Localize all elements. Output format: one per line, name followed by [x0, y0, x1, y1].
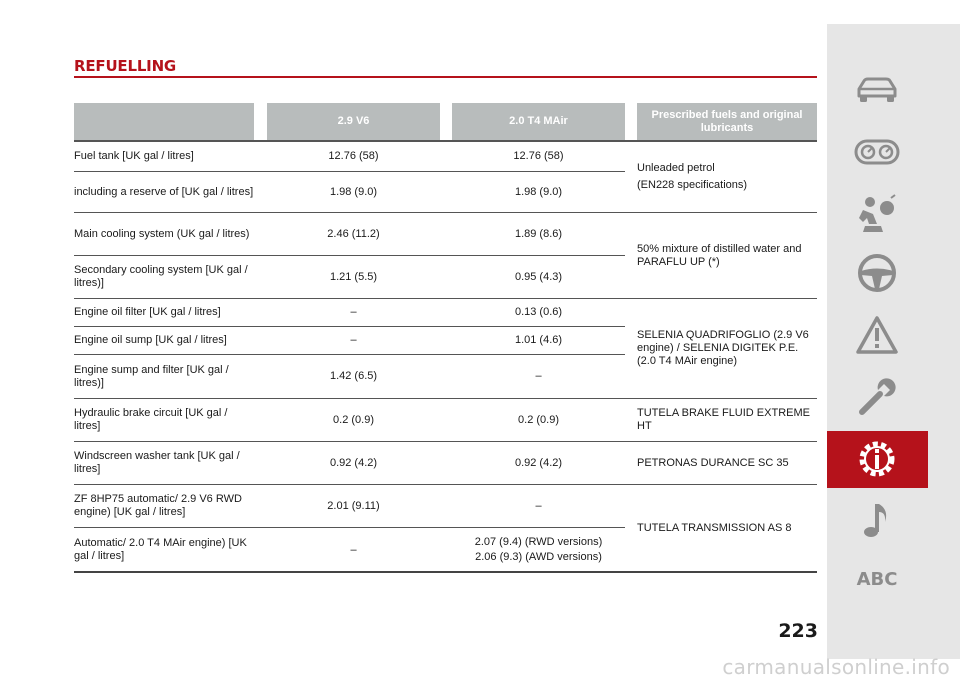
row-v6: 0.92 (4.2) — [329, 456, 378, 469]
header-t4: 2.0 T4 MAir — [452, 103, 625, 140]
row-item: Fuel tank [UK gal / litres] — [74, 150, 194, 162]
header-blank — [74, 103, 254, 140]
fluid-fuel-line1: Unleaded petrol — [637, 162, 715, 174]
row-t4: 1.89 (8.6) — [514, 227, 563, 240]
row-item: Windscreen washer tank [UK gal / litres] — [74, 450, 240, 475]
row-t4: 12.76 (58) — [513, 150, 564, 162]
title-rule — [74, 76, 817, 78]
row-item: Engine sump and filter [UK gal / litres)] — [74, 363, 229, 389]
fluid-washer: PETRONAS DURANCE SC 35 — [637, 456, 789, 469]
row-item: including a reserve of [UK gal / litres] — [74, 185, 254, 198]
row-t4: 0.2 (0.9) — [518, 413, 559, 426]
row-v6: 1.21 (5.5) — [329, 270, 378, 283]
row-v6: 2.46 (11.2) — [327, 227, 380, 240]
warning-triangle-icon[interactable] — [852, 315, 902, 355]
steering-wheel-icon[interactable] — [852, 253, 902, 293]
row-v6: – — [350, 334, 357, 346]
wrench-icon[interactable] — [852, 377, 902, 417]
row-t4: 0.92 (4.2) — [514, 456, 563, 469]
row-t4: – — [535, 370, 542, 382]
row-t4-line2: 2.06 (9.3) (AWD versions) — [475, 551, 602, 563]
fluid-fuel — [637, 142, 817, 212]
technical-data-icon[interactable] — [852, 439, 902, 479]
fluid-oil: SELENIA QUADRIFOGLIO (2.9 V6 engine) / SELENIA DIGITEK P.E. (2.0 T4 MAir engine) — [637, 329, 809, 367]
row-t4 — [452, 528, 625, 572]
header-fluids: Prescribed fuels and original lubricants — [637, 103, 817, 140]
row-item: ZF 8HP75 automatic/ 2.9 V6 RWD engine) [UK gal / litres] — [74, 493, 242, 518]
row-t4: 0.95 (4.3) — [514, 270, 563, 283]
watermark: carmanualsonline.info — [722, 655, 950, 679]
row-v6: 1.42 (6.5) — [329, 370, 378, 382]
row-v6: 0.2 (0.9) — [333, 413, 374, 426]
row-item: Secondary cooling system [UK gal / litres)] — [74, 264, 248, 289]
page-number: 223 — [778, 620, 818, 642]
row-item: Engine oil filter [UK gal / litres] — [74, 306, 221, 318]
row-v6: – — [350, 543, 357, 556]
row-item: Automatic/ 2.0 T4 MAir engine) [UK gal / litres] — [74, 537, 247, 562]
fluid-coolant: 50% mixture of distilled water and PARAFLU UP (*) — [637, 242, 802, 268]
fluid-transmission: TUTELA TRANSMISSION AS 8 — [637, 522, 792, 534]
row-v6: 12.76 (58) — [328, 150, 379, 162]
row-t4: 0.13 (0.6) — [514, 306, 563, 318]
section-title: REFUELLING — [74, 57, 177, 75]
row-item: Main cooling system (UK gal / litres) — [74, 227, 250, 240]
row-t4-line1: 2.07 (9.4) (RWD versions) — [474, 536, 603, 548]
row-v6: 2.01 (9.11) — [327, 499, 380, 512]
table-bottom-rule — [74, 571, 817, 573]
fluid-fuel-line2: (EN228 specifications) — [637, 179, 748, 191]
row-t4: – — [535, 499, 542, 512]
row-item: Engine oil sump [UK gal / litres] — [74, 334, 227, 346]
index-abc-button[interactable]: ABC — [856, 569, 898, 590]
row-item: Hydraulic brake circuit [UK gal / litres] — [74, 407, 228, 432]
dashboard-icon[interactable] — [852, 133, 902, 173]
fluid-brake: TUTELA BRAKE FLUID EXTREME HT — [637, 407, 810, 432]
car-icon[interactable] — [852, 70, 902, 110]
row-v6: 1.98 (9.0) — [329, 185, 378, 198]
airbag-icon[interactable] — [852, 195, 902, 235]
row-t4: 1.98 (9.0) — [514, 185, 563, 198]
music-note-icon[interactable] — [852, 500, 902, 540]
row-v6: – — [350, 306, 357, 318]
header-v6: 2.9 V6 — [267, 103, 440, 140]
row-t4: 1.01 (4.6) — [514, 334, 563, 346]
